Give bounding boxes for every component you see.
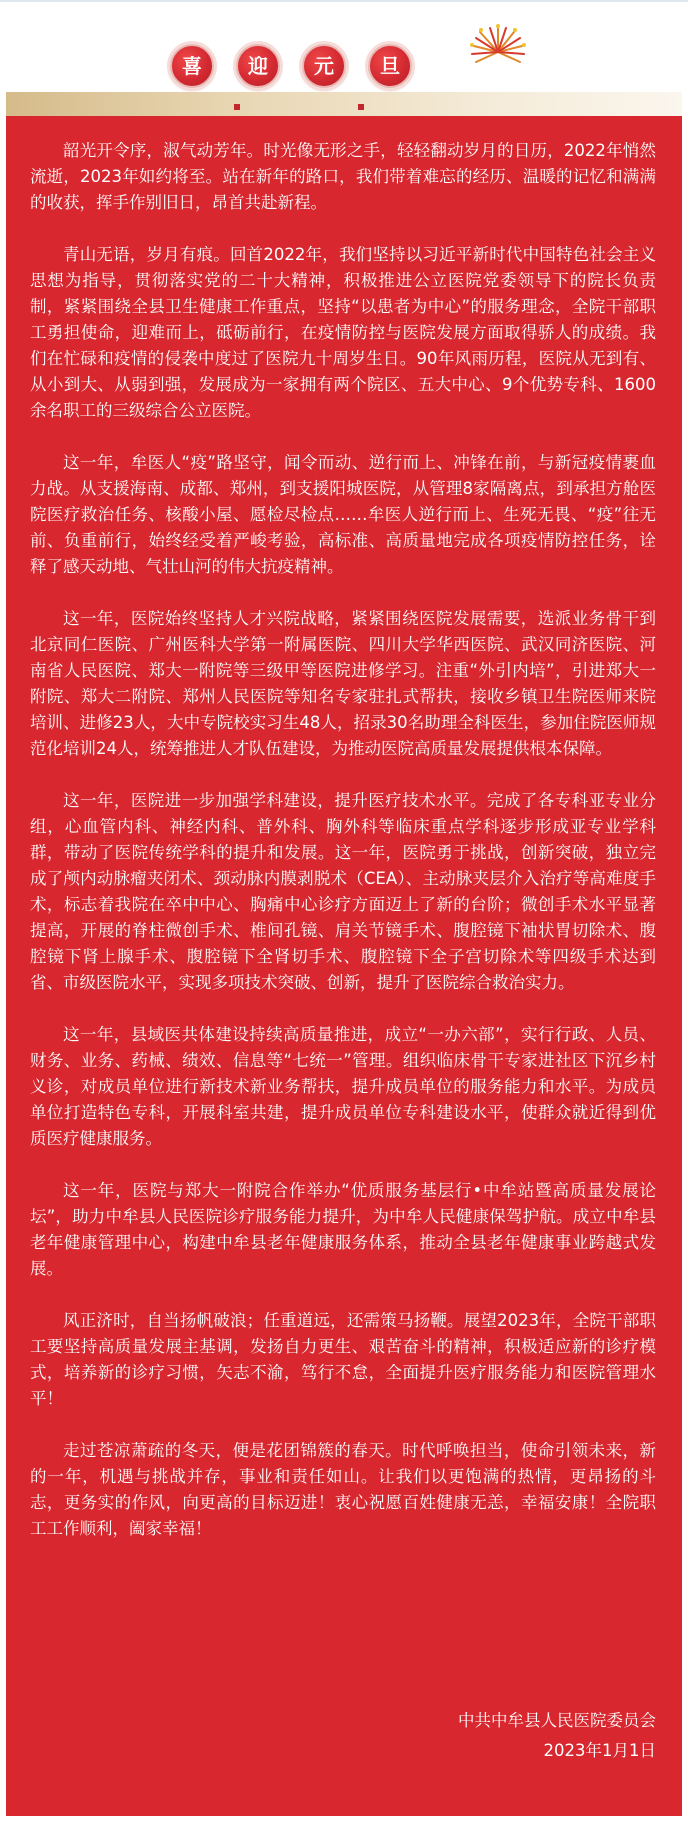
paragraph: 青山无语，岁月有痕。回首2022年，我们坚持以习近平新时代中国特色社会主义思想为指导，贯彻落实党的二十大精神，积极推进公立医院党委领导下的院长负责制，紧紧围绕全县卫生健康工作重点，坚持“以患者为中心”的服务理念，全院干部职工勇担使命，迎难而上，砥砺前行，在疫情防控与医院发展方面取得骄人的成绩。我们在忙碌和疫情的侵袭中度过了医院九十周岁生日。90年风雨历程，医院从无到有、从小到大、从弱到强，发展成为一家拥有两个院区、五大中心、9个优势专科、1600余名职工的三级综合公立医院。 (30, 245, 656, 420)
header (0, 0, 688, 104)
banner-mark (358, 104, 364, 110)
title-badge: 旦 (368, 44, 412, 88)
title-badge: 迎 (236, 44, 280, 88)
bottom-edge (0, 1816, 688, 1824)
paragraph: 风正济时，自当扬帆破浪；任重道远，还需策马扬鞭。展望2023年，全院干部职工要坚持高质量发展主基调，发扬自力更生、艰苦奋斗的精神，积极适应新的诊疗模式，培养新的诊疗习惯，矢志不渝，笃行不怠，全面提升医疗服务能力和医院管理水平！ (30, 1311, 656, 1408)
paragraph: 走过苍凉萧疏的冬天，便是花团锦簇的春天。时代呼唤担当，使命引领未来，新的一年，机遇与挑战并存，事业和责任如山。让我们以更饱满的热情，更昂扬的斗志，更务实的作风，向更高的目标迈进！衷心祝愿百姓健康无恙，幸福安康！全院职工工作顺利，阖家幸福！ (30, 1441, 656, 1538)
paragraph: 这一年，医院与郑大一附院合作举办“优质服务基层行•中牟站暨高质量发展论坛”，助力中牟县人民医院诊疗服务能力提升，为中牟人民健康保驾护航。成立中牟县老年健康管理中心，构建中牟县老年健康服务体系，推动全县老年健康事业跨越式发展。 (30, 1181, 656, 1278)
paragraph: 这一年，县域医共体建设持续高质量推进，成立“一办六部”，实行行政、人员、财务、业务、药械、绩效、信息等“七统一”管理。组织临床骨干专家进社区下沉乡村义诊，对成员单位进行新技术新业务帮扶，提升成员单位的服务能力和水平。为成员单位打造特色专科，开展科室共建，提升成员单位专科建设水平，使群众就近得到优质医疗健康服务。 (30, 1025, 656, 1148)
paragraph: 这一年，医院始终坚持人才兴院战略，紧紧围绕医院发展需要，选派业务骨干到北京同仁医院、广州医科大学第一附属医院、四川大学华西医院、武汉同济医院、河南省人民医院、郑大一附院等三级甲等医院进修学习。注重“外引内培”，引进郑大一附院、郑大二附院、郑州人民医院等知名专家驻扎式帮扶，接收乡镇卫生院医师来院培训、进修23人，大中专院校实习生48人，招录30名助理全科医生，参加住院医师规范化培训24人，统筹推进人才队伍建设，为推动医院高质量发展提供根本保障。 (30, 609, 656, 758)
signature-block (458, 1706, 656, 1766)
banner-mark (234, 104, 240, 110)
signature-date: 2023年1月1日 (543, 1741, 656, 1760)
firework-icon (468, 22, 528, 82)
paragraph: 这一年，牟医人“疫”路坚守，闻令而动、逆行而上、冲锋在前，与新冠疫情裹血力战。从支援海南、成都、郑州，到支援阳城医院，从管理8家隔离点，到承担方舱医院医疗救治任务、核酸小屋、愿检尽检点……牟医人逆行而上、生死无畏、“疫”往无前、负重前行，始终经受着严峻考验，高标准、高质量地完成各项疫情防控任务，诠释了感天动地、气壮山河的伟大抗疫精神。 (30, 453, 656, 576)
title-badge: 喜 (170, 44, 214, 88)
title-badges (0, 44, 688, 86)
header-banner (6, 92, 682, 116)
article-body (30, 138, 656, 1568)
paragraph: 韶光开令序，淑气动芳年。时光像无形之手，轻轻翻动岁月的日历，2022年悄然流逝，2023年如约将至。站在新年的路口，我们带着难忘的经历、温暖的记忆和满满的收获，挥手作别旧日，昂首共赴新程。 (30, 141, 656, 212)
signature-org: 中共中牟县人民医院委员会 (458, 1711, 656, 1730)
title-badge: 元 (302, 44, 346, 88)
paragraph: 这一年，医院进一步加强学科建设，提升医疗技术水平。完成了各专科亚专业分组，心血管内科、神经内科、普外科、胸外科等临床重点学科逐步形成亚专业学科群，带动了医院传统学科的提升和发展。这一年，医院勇于挑战，创新突破，独立完成了颅内动脉瘤夹闭术、颈动脉内膜剥脱术（CEA）、主动脉夹层介入治疗等高难度手术，标志着我院在卒中中心、胸痛中心诊疗方面迈上了新的台阶；微创手术水平显著提高，开展的脊柱微创手术、椎间孔镜、肩关节镜手术、腹腔镜下袖状胃切除术、腹腔镜下肾上腺手术、腹腔镜下全肾切手术、腹腔镜下全子宫切除术等四级手术达到省、市级医院水平，实现多项技术突破、创新，提升了医院综合救治实力。 (30, 791, 656, 992)
